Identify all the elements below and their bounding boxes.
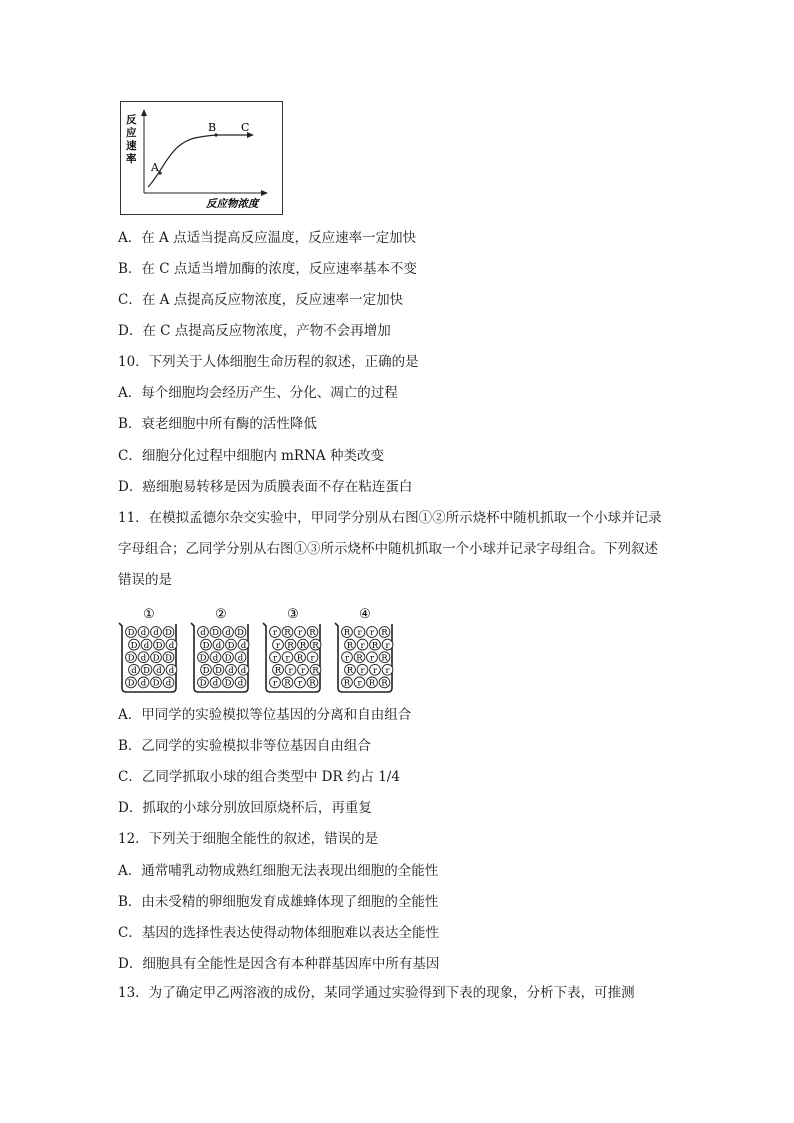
ball-letter: D — [202, 666, 210, 676]
ball-letter: D — [155, 640, 163, 651]
ball-letter: R — [309, 628, 316, 639]
ball-letter: r — [272, 628, 278, 639]
q12-stem: 12．下列关于细胞全能性的叙述，错误的是 — [118, 831, 379, 847]
ball-letter: r — [285, 653, 290, 664]
ball-letter: R — [284, 628, 291, 639]
label-a: A — [151, 161, 159, 174]
ball-letter: d — [140, 628, 147, 639]
ball-letter: R — [371, 640, 379, 651]
ball-letter: d — [140, 678, 147, 689]
q11-option-a: A．甲同学的实验模拟等位基因的分离和自由组合 — [118, 707, 412, 723]
ball-letter: R — [296, 653, 304, 664]
q13-stem: 13．为了确定甲乙两溶液的成份，某同学通过实验得到下表的现象，分析下表，可推测 — [118, 985, 635, 1001]
ball-letter: d — [168, 640, 175, 651]
ball-letter: D — [224, 678, 232, 689]
q10-option-c: C．细胞分化过程中细胞内 mRNA 种类改变 — [118, 448, 384, 464]
ball-letter: r — [297, 678, 303, 689]
ball-letter: D — [227, 640, 235, 651]
ball-letter: r — [360, 666, 365, 676]
ball-letter: d — [212, 678, 219, 689]
ball-letter: D — [215, 666, 222, 676]
ball-letter: d — [212, 653, 219, 664]
ball-letter: D — [152, 653, 160, 664]
q9-option-d: D．在 C 点提高反应物浓度，产物不会再增加 — [118, 323, 391, 339]
q11-stem-line-2: 字母组合；乙同学分别从右图①③所示烧杯中随机抓取一个小球并记录字母组合。下列叙述 — [118, 541, 658, 557]
ball-letter: R — [312, 640, 319, 651]
ball-letter: r — [272, 653, 278, 664]
ball-letter: R — [368, 678, 376, 689]
x-axis-arrow — [261, 190, 268, 196]
ball-letter: R — [284, 678, 291, 689]
beaker-4 — [335, 607, 393, 692]
q9-option-a: A．在 A 点适当提高反应温度，反应速率一定加快 — [118, 230, 417, 246]
ball-letter: d — [131, 666, 137, 676]
q12-option-b: B．由未受精的卵细胞发育成雄蜂体现了细胞的全能性 — [118, 894, 439, 910]
ball-letter: r — [385, 666, 390, 676]
ball-letter: d — [240, 640, 247, 651]
ball-letter: d — [153, 628, 159, 639]
q12-option-c: C．基因的选择性表达使得动物体细胞难以表达全能性 — [118, 925, 439, 941]
q11-stem-line-3: 错误的是 — [118, 572, 172, 588]
rate-graph — [120, 101, 284, 216]
ball-letter: d — [225, 628, 231, 639]
ball-letter: r — [344, 653, 350, 664]
q11-option-c: C．乙同学抓取小球的组合类型中 DR 约占 1/4 — [118, 769, 400, 785]
q10-option-a: A．每个细胞均会经历产生、分化、凋亡的过程 — [118, 385, 398, 401]
ball-letter: D — [165, 628, 172, 639]
ball-letter: r — [357, 628, 362, 639]
rate-curve — [148, 135, 250, 187]
ball-letter: D — [165, 653, 172, 664]
ball-letter: r — [272, 678, 278, 689]
ball-letter: d — [140, 653, 147, 664]
beaker-1 — [119, 607, 177, 692]
ball-letter: d — [237, 678, 244, 689]
ball-letter: R — [381, 653, 388, 664]
q11-option-d: D．抓取的小球分别放回原烧杯后，再重复 — [118, 800, 372, 816]
ball-letter: r — [300, 666, 306, 676]
ball-letter: r — [288, 666, 293, 676]
ball-letter: D — [212, 628, 219, 639]
ball-letter: D — [127, 653, 135, 664]
ball-letter: D — [127, 628, 135, 639]
ball-letter: d — [156, 666, 162, 676]
beaker-label: ③ — [287, 607, 299, 622]
ball-letter: D — [202, 640, 210, 651]
q11-stem-line-1: 11．在模拟孟德尔杂交实验中，甲同学分别从右图①②所示烧杯中随机抓取一个小球并记录 — [118, 510, 662, 526]
y-label-3: 速 — [126, 140, 137, 152]
beaker-2 — [191, 607, 249, 692]
y-label-1: 反 — [126, 114, 137, 126]
ball-letter: R — [381, 678, 388, 689]
ball-letter: r — [385, 640, 390, 651]
ball-letter: D — [237, 628, 244, 639]
ball-letter: R — [346, 640, 354, 651]
ball-letter: D — [199, 653, 207, 664]
q9-option-b: B．在 C 点适当增加酶的浓度，反应速率基本不变 — [118, 261, 417, 277]
label-b: B — [208, 121, 217, 134]
ball-letter: D — [143, 666, 150, 676]
beaker-label: ④ — [359, 607, 371, 622]
beaker-3 — [263, 607, 321, 692]
ball-letter: R — [309, 678, 316, 689]
ball-letter: D — [127, 678, 135, 689]
ball-letter: r — [369, 653, 375, 664]
y-label-4: 率 — [126, 153, 137, 165]
q10-option-b: B．衰老细胞中所有酶的活性降低 — [118, 416, 317, 432]
ball-letter: d — [168, 666, 175, 676]
ball-letter: d — [165, 678, 172, 689]
y-axis-arrow — [141, 109, 147, 116]
q9-option-c: C．在 A 点提高反应物浓度，反应速率一定加快 — [118, 292, 404, 308]
q11-option-b: B．乙同学的实验模拟非等位基因自由组合 — [118, 738, 371, 754]
beaker-label: ② — [215, 607, 227, 622]
q12-option-a: A．通常哺乳动物成熟红细胞无法表现出细胞的全能性 — [118, 863, 439, 879]
ball-letter: R — [343, 628, 351, 639]
ball-letter: d — [228, 666, 234, 676]
ball-letter: d — [215, 640, 222, 651]
q10-stem: 10．下列关于人体细胞生命历程的叙述，正确的是 — [118, 354, 419, 370]
y-label-2: 应 — [126, 127, 137, 139]
ball-letter: D — [130, 640, 138, 651]
label-c: C — [241, 121, 250, 134]
beaker-label: ① — [143, 607, 155, 622]
ball-letter: R — [299, 640, 307, 651]
ball-letter: R — [274, 666, 282, 676]
q12-option-d: D．细胞具有全能性是因含有本种群基因库中所有基因 — [118, 956, 440, 972]
ball-letter: d — [143, 640, 150, 651]
ball-letter: D — [152, 678, 160, 689]
ball-letter: R — [381, 628, 388, 639]
ball-letter: r — [297, 628, 303, 639]
q10-option-d: D．癌细胞易转移是因为质膜表面不存在粘连蛋白 — [118, 479, 413, 495]
ball-letter: R — [346, 666, 354, 676]
ball-letter: r — [360, 640, 365, 651]
ball-letter: r — [357, 678, 362, 689]
ball-letter: R — [287, 640, 294, 651]
ball-letter: r — [372, 666, 378, 676]
ball-letter: r — [275, 640, 281, 651]
beakers-figure — [118, 604, 398, 696]
ball-letter: D — [199, 678, 207, 689]
ball-letter: R — [356, 653, 363, 664]
ball-letter: R — [312, 666, 319, 676]
ball-letter: D — [224, 653, 232, 664]
ball-letter: d — [200, 628, 206, 639]
ball-letter: r — [369, 628, 375, 639]
ball-letter: d — [237, 653, 244, 664]
ball-letter: d — [240, 666, 247, 676]
ball-letter: R — [343, 678, 351, 689]
x-label: 反应物浓度 — [206, 198, 259, 210]
ball-letter: r — [310, 653, 315, 664]
